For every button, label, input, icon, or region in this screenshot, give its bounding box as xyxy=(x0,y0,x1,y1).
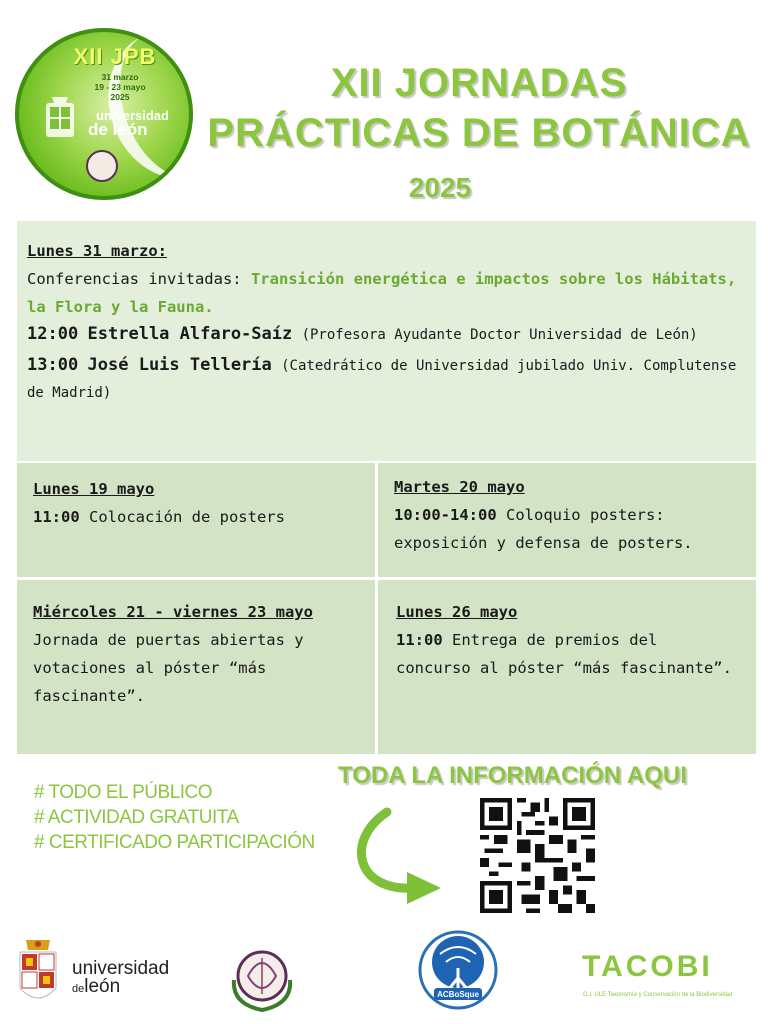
badge-dates xyxy=(80,72,160,102)
talk-1-role: (Profesora Ayudante Doctor Universidad de León) xyxy=(301,327,698,343)
info-heading: TODA LA INFORMACIÓN AQUI xyxy=(338,762,687,789)
intro-date: Lunes 31 marzo: xyxy=(27,242,167,260)
footer-university: universidad xyxy=(72,958,170,979)
page-title xyxy=(190,58,768,158)
cell-description: Entrega de premios del concurso al póster “más fascinante”. xyxy=(396,631,732,677)
curved-arrow-icon xyxy=(345,800,455,910)
cell-text xyxy=(396,626,736,682)
cell-date: Miércoles 21 - viernes 23 mayo xyxy=(33,603,313,621)
university-shield-icon xyxy=(16,938,60,1010)
title-line-1: XII JORNADAS xyxy=(330,61,628,105)
cell-text xyxy=(394,501,754,557)
acbosque-tree-icon xyxy=(418,928,498,1014)
footer-university-leon xyxy=(72,976,120,998)
botany-seal-icon xyxy=(228,940,296,1012)
acbosque-label: ACBoSque xyxy=(437,990,479,999)
badge-date-3: 2025 xyxy=(110,92,130,102)
page-year: 2025 xyxy=(408,172,472,203)
conference-title: Transición energética e impactos sobre los Hábitats, la Flora y la Fauna. xyxy=(27,270,737,316)
talk-1 xyxy=(27,321,757,348)
badge-university-leon: de león xyxy=(88,120,148,139)
cell-time: 11:00 xyxy=(33,508,80,526)
cell-text xyxy=(33,503,368,531)
cell-date: Martes 20 mayo xyxy=(394,478,525,496)
conference-label: Conferencias invitadas: xyxy=(27,270,251,288)
tacobi-logo: TACOBI xyxy=(582,950,713,983)
cell-description: Jornada de puertas abiertas y votaciones al póster “más fascinante”. xyxy=(33,631,304,705)
talk-1-speaker: Estrella Alfaro-Saíz xyxy=(87,324,293,344)
badge-title: XII JPB xyxy=(73,44,157,69)
cell-date: Lunes 19 mayo xyxy=(33,480,155,498)
program-cell-lunes-19 xyxy=(17,463,375,577)
badge-seal-icon xyxy=(86,150,118,182)
footer-leon: león xyxy=(84,976,121,997)
hashtag-list xyxy=(34,780,315,855)
footer-de: de xyxy=(72,983,85,995)
badge-shield-icon xyxy=(42,95,78,145)
program-cell-martes-20 xyxy=(378,463,756,577)
badge-date-2: 19 - 23 mayo xyxy=(94,82,146,92)
badge-university: universidad xyxy=(96,108,169,123)
badge-date-1: 31 marzo xyxy=(101,72,139,82)
tag-certificado: # CERTIFICADO PARTICIPACIÓN xyxy=(34,832,315,853)
tag-gratuita: # ACTIVIDAD GRATUITA xyxy=(34,807,239,828)
cell-description: Coloquio posters: exposición y defensa de posters. xyxy=(394,506,693,552)
talk-2-role: (Catedrático de Universidad jubilado Univ. Complutense de Madrid) xyxy=(27,358,737,401)
cell-time: 11:00 xyxy=(396,631,443,649)
tag-publico: # TODO EL PÚBLICO xyxy=(34,782,213,803)
talk-2 xyxy=(27,352,757,406)
program-cell-lunes-26 xyxy=(378,580,756,754)
cell-description: Colocación de posters xyxy=(79,508,285,526)
program-intro-box xyxy=(17,221,756,461)
tacobi-subtitle: G.I. ULE Taxonomía y Conservación de la Biodiversidad xyxy=(583,992,733,998)
talk-2-speaker: José Luis Tellería xyxy=(87,355,272,375)
qr-code-icon[interactable] xyxy=(480,798,595,913)
talk-1-time: 12:00 xyxy=(27,324,79,344)
talk-2-time: 13:00 xyxy=(27,355,79,375)
program-grid xyxy=(17,463,756,754)
cell-time: 10:00-14:00 xyxy=(394,506,497,524)
intro-conference xyxy=(27,265,757,321)
cell-date: Lunes 26 mayo xyxy=(396,603,518,621)
program-cell-miercoles-viernes xyxy=(17,580,375,754)
title-line-2: PRÁCTICAS DE BOTÁNICA xyxy=(207,111,751,155)
